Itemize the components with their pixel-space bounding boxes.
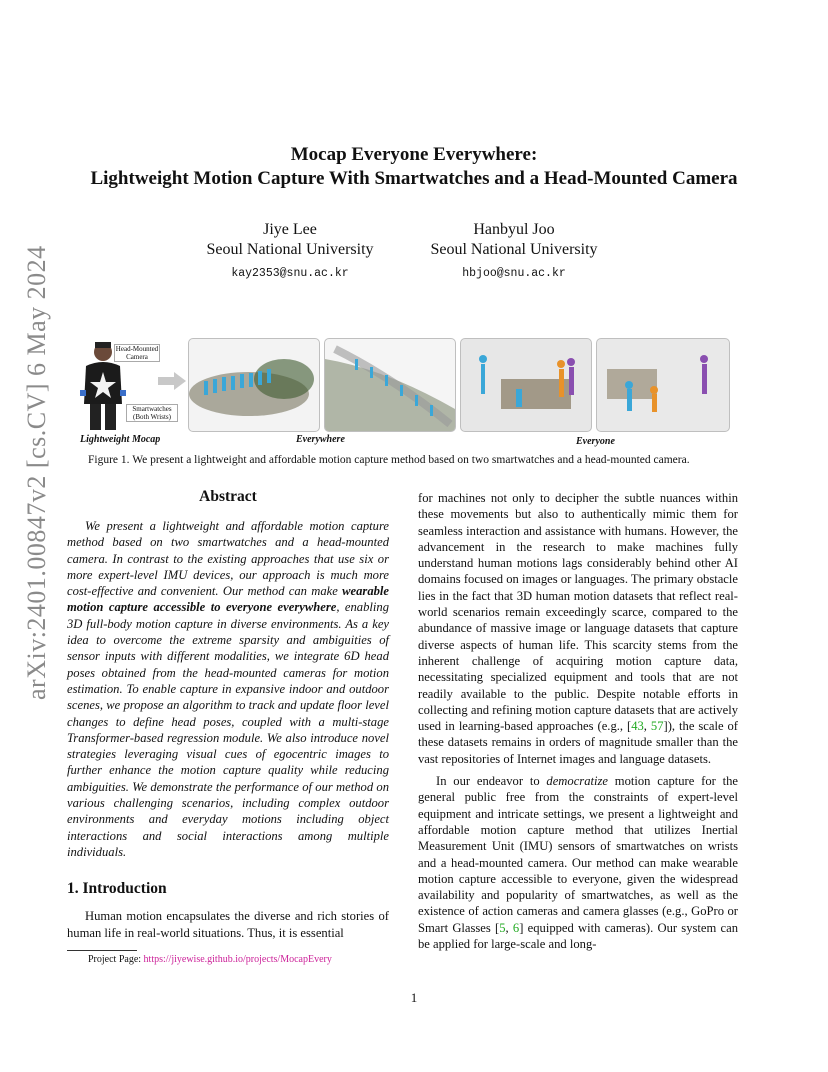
head-mounted-camera-label: Head-Mounted Camera [115,345,159,361]
author-email[interactable]: hbjoo@snu.ac.kr [462,267,566,280]
paper-title-line2: Lightweight Motion Capture With Smartwatches and a Head-Mounted Camera [90,168,738,189]
author-affiliation: Seoul National University [206,241,374,258]
citation-link[interactable]: 43 [631,719,644,734]
author-block-1 [190,220,390,284]
abstract-text: We present a lightweight and affordable motion capture method based on two smartwatches and a head-mounted camera. In contrast to the existing approaches that use six or more expert-level IMU devices, our approach is much more cost-effective and convenient. Our method can make [67,519,389,599]
everyone-scene-2 [596,338,730,432]
everyone-label: Everyone [576,436,615,447]
introduction-heading: 1. Introduction [67,880,167,898]
paper-title-line1: Mocap Everyone Everywhere: [290,144,538,165]
intro-paragraph-continued [418,490,738,767]
body-text: , [505,920,513,935]
abstract-heading: Abstract [199,488,257,505]
abstract-emphasis: wearable motion capture accessible to everyone everywhere [67,584,389,615]
citation-link[interactable]: 6 [512,920,520,935]
author-email[interactable]: kay2353@snu.ac.kr [231,267,349,280]
intro-paragraph-start: Human motion encapsulates the diverse and rich stories of human life in real-world situations. Thus, it is essential [67,909,389,940]
author-block-2 [414,220,614,284]
body-text: ]), the scale of these datasets remains in orders of magnitude smaller than the vast repositories of Internet images and language datasets. [418,719,738,766]
body-text: , [643,719,651,734]
author-name: Jiye Lee [263,221,317,238]
abstract-body [67,518,389,860]
lightweight-mocap-label: Lightweight Mocap [80,434,161,445]
left-column [67,488,389,941]
figure-1 [78,334,746,448]
page-number: 1 [410,990,418,1005]
body-text: for machines not only to decipher the subtle nuances within these movements but also to authentically mimic them for seamless interaction and assistance with humans. However, the advancement in the research to make machines fully understand human motions lags considerably behind other AI domains focused on images or languages. The primary obstacle lies in the fact that 3D human motion datasets that reflect real-world scenarios remain exceedingly scarce, compared to the abundance of massive image or language datasets that capture diverse aspects of human life. This scarcity stems from the inherent challenge of acquiring motion capture data, necessitating specialized equipment and tools that are not readily available to the public. Despite notable efforts in collecting and refining motion capture datasets that are actively used in learning-based approaches (e.g., [ [418,491,738,734]
abstract-text: , enabling 3D full-body motion capture in diverse environments. As a key idea to overcome the extreme sparsity and ambiguities of sensor inputs with different modalities, we integrate 6D head poses obtained from the head-mounted cameras for motion estimation. To enable capture in expansive indoor and outdoor scenes, we propose an algorithm to track and update floor level changes to define head poses, coupled with a multi-stage Transformer-based regression module. We also introduce novel strategies leveraging visual cues of egocentric images to further enhance the motion capture quality while reducing ambiguities. We demonstrate the performance of our method on various challenging scenarios, including complex outdoor environments and everyday motions including object interactions and social interactions among multiple individuals. [67,600,389,859]
everyone-scene-1 [460,338,592,432]
arrow-right-icon [158,372,186,390]
emphasis-text: democratize [546,774,608,789]
author-affiliation: Seoul National University [430,241,598,258]
smartwatches-label: Smartwatches (Both Wrists) [126,404,178,422]
citation-link[interactable]: 57 [650,719,664,734]
figure-caption: Figure 1. We present a lightweight and affordable motion capture method based on two smartwatches and a head-mounted camera. [88,454,690,466]
everywhere-label: Everywhere [296,434,345,445]
everywhere-scene-1 [188,338,320,432]
everywhere-scene-2 [324,338,456,432]
body-text: In our endeavor to [436,774,547,789]
intro-paragraph-2 [418,773,738,952]
project-page-link[interactable]: https://jiyewise.github.io/projects/MocapEvery [143,954,332,965]
footnote-label: Project Page: [88,954,144,965]
body-text: ] equipped with cameras). Our system can be applied for large-scale and long- [418,920,739,952]
body-text: motion capture for the general public free from the constraints of expert-level equipment and intricate settings, we present a lightweight and affordable motion capture method that utilizes Inertial Measurement Unit (IMU) sensors of smartwatches on wrists and a head-mounted camera. Our method can make wearable motion capture accessible to everyone, given the widespread availability and popularity of smartwatches, as well as the existence of action cameras and camera glasses (e.g., GoPro or Smart Glasses [ [418,774,738,935]
citation-link[interactable]: 5 [499,920,506,935]
footnote-rule [67,950,137,951]
right-column [418,490,738,952]
footnote [88,954,332,965]
author-name: Hanbyul Joo [473,221,555,238]
arxiv-identifier: arXiv:2401.00847v2 [cs.CV] 6 May 2024 [22,245,51,700]
